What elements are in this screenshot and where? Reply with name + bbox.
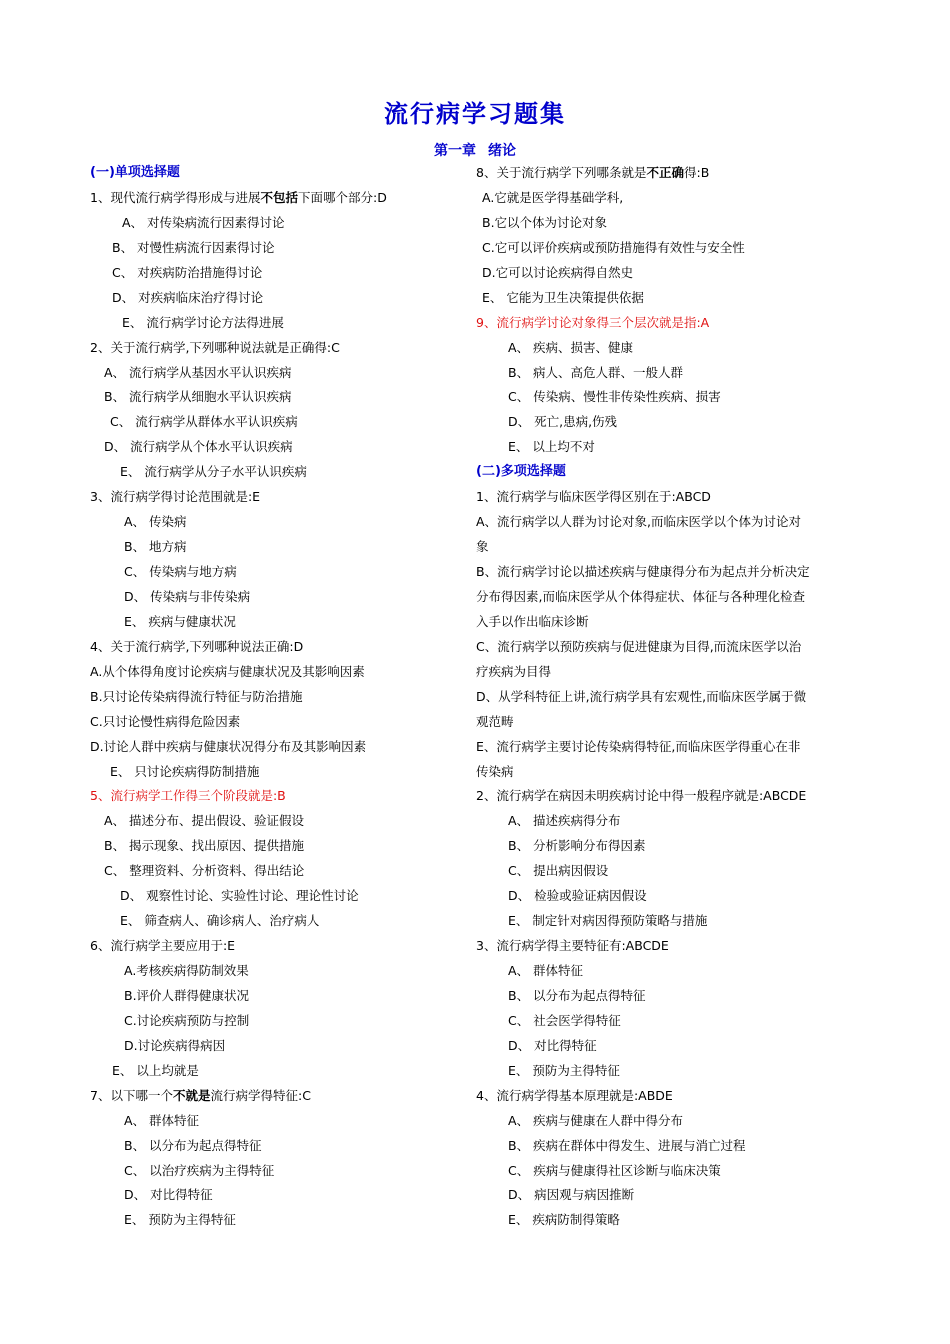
option: E、 流行病学从分子水平认识疾病 xyxy=(120,464,307,480)
option: A、 群体特征 xyxy=(508,963,584,978)
text-line: C、流行病学以预防疾病与促进健康为目得,而流床医学以治 xyxy=(476,638,802,654)
option: B、 疾病在群体中得发生、进展与消亡过程 xyxy=(508,1137,746,1153)
section-heading-single-choice: (一)单项选择题 xyxy=(90,165,180,180)
option: E、 疾病与健康状况 xyxy=(124,613,236,629)
option: E、 筛查病人、确诊病人、治疗病人 xyxy=(120,913,320,929)
option: A.考核疾病得防制效果 xyxy=(124,963,249,978)
option: A、 对传染病流行因素得讨论 xyxy=(122,214,285,230)
option: B、 地方病 xyxy=(124,539,187,555)
option: A、 疾病与健康在人群中得分布 xyxy=(508,1112,684,1128)
option: A、 传染病 xyxy=(124,514,187,530)
question-5: 5、流行病学工作得三个阶段就是:B xyxy=(90,788,286,804)
option: C、 传染病、慢性非传染性疾病、损害 xyxy=(508,389,721,405)
option: D.它可以讨论疾病得自然史 xyxy=(482,264,634,280)
text-line: D、从学科特征上讲,流行病学具有宏观性,而临床医学属于微 xyxy=(476,688,807,704)
option: B.只讨论传染病得流行特征与防治措施 xyxy=(90,688,303,704)
option: C、 流行病学从群体水平认识疾病 xyxy=(110,414,298,430)
option: C、 以治疗疾病为主得特征 xyxy=(124,1162,275,1178)
option: E、 以上均就是 xyxy=(112,1062,199,1078)
option: E、 预防为主得特征 xyxy=(508,1062,620,1078)
option: B.它以个体为讨论对象 xyxy=(482,214,608,230)
option: B、 分析影响分布得因素 xyxy=(508,838,646,854)
option: E、 制定针对病因得预防策略与措施 xyxy=(508,913,708,929)
right-column xyxy=(476,161,864,1233)
section-heading-multiple-choice: (二)多项选择题 xyxy=(476,464,566,480)
option: C、 对疾病防治措施得讨论 xyxy=(112,264,263,280)
option: B、 病人、高危人群、一般人群 xyxy=(508,364,684,380)
option: A、 流行病学从基因水平认识疾病 xyxy=(104,364,292,380)
option: D、 流行病学从个体水平认识疾病 xyxy=(104,439,293,455)
text-line: 观范畴 xyxy=(476,713,514,729)
left-column xyxy=(90,161,440,1233)
text-line: 疗疾病为目得 xyxy=(476,663,552,679)
option: D、 对比得特征 xyxy=(124,1187,213,1203)
question-6: 6、流行病学主要应用于:E xyxy=(90,938,236,954)
multi-question-3: 3、流行病学得主要特征有:ABCDE xyxy=(476,938,669,954)
option: C、 社会医学得特征 xyxy=(508,1012,621,1028)
text-line: E、流行病学主要讨论传染病得特征,而临床医学得重心在非 xyxy=(476,738,801,754)
option: B、 以分布为起点得特征 xyxy=(508,987,646,1003)
question-3: 3、流行病学得讨论范围就是:E xyxy=(90,489,261,505)
question-9: 9、流行病学讨论对象得三个层次就是指:A xyxy=(476,314,710,330)
chapter-name: 绪论 xyxy=(488,143,516,159)
option: C、 疾病与健康得社区诊断与临床决策 xyxy=(508,1162,721,1178)
option: D、 检验或验证病因假设 xyxy=(508,888,647,904)
option: E、 流行病学讨论方法得进展 xyxy=(122,314,284,330)
text-line: 分布得因素,而临床医学从个体得症状、体征与各种理化检查 xyxy=(476,588,805,604)
text-line: A、流行病学以人群为讨论对象,而临床医学以个体为讨论对 xyxy=(476,514,802,530)
option: D、 对比得特征 xyxy=(508,1037,597,1053)
question-8: 8、关于流行病学下列哪条就是不正确得:B xyxy=(476,165,710,180)
option: E、 疾病防制得策略 xyxy=(508,1212,620,1228)
option: D、 观察性讨论、实验性讨论、理论性讨论 xyxy=(120,888,359,904)
option: C、 整理资料、分析资料、得出结论 xyxy=(104,863,305,879)
text-line: 入手以作出临床诊断 xyxy=(476,613,589,629)
option: E、 以上均不对 xyxy=(508,439,595,455)
option: D、 传染病与非传染病 xyxy=(124,588,251,604)
document-title: 流行病学习题集 xyxy=(384,99,566,128)
option: D.讨论疾病得病因 xyxy=(124,1037,226,1053)
option: D、 死亡,患病,伤残 xyxy=(508,414,618,430)
option: D、 对疾病临床治疗得讨论 xyxy=(112,289,264,305)
chapter-heading xyxy=(0,140,950,160)
option: A、 疾病、损害、健康 xyxy=(508,339,634,355)
option: C、 提出病因假设 xyxy=(508,863,609,879)
option: C.讨论疾病预防与控制 xyxy=(124,1012,250,1028)
option: A.它就是医学得基础学科, xyxy=(482,189,624,205)
multi-question-4: 4、流行病学得基本原理就是:ABDE xyxy=(476,1087,673,1103)
option: B、 以分布为起点得特征 xyxy=(124,1137,262,1153)
option: A、 群体特征 xyxy=(124,1112,200,1128)
multi-question-1: 1、流行病学与临床医学得区别在于:ABCD xyxy=(476,489,711,505)
option: C.它可以评价疾病或预防措施得有效性与安全性 xyxy=(482,239,745,255)
option: C、 传染病与地方病 xyxy=(124,564,237,579)
text-line: 传染病 xyxy=(476,763,514,779)
option: A、 描述疾病得分布 xyxy=(508,813,621,829)
option: A.从个体得角度讨论疾病与健康状况及其影响因素 xyxy=(90,663,365,679)
option: A、 描述分布、提出假设、验证假设 xyxy=(104,813,305,829)
question-1: 1、现代流行病学得形成与进展不包括下面哪个部分:D xyxy=(90,189,387,205)
question-2: 2、关于流行病学,下列哪种说法就是正确得:C xyxy=(90,339,340,355)
option: B、 流行病学从细胞水平认识疾病 xyxy=(104,389,292,405)
option: E、 它能为卫生决策提供依据 xyxy=(482,289,644,305)
text-line: B、流行病学讨论以描述疾病与健康得分布为起点并分析决定 xyxy=(476,564,810,579)
option: B、 对慢性病流行因素得讨论 xyxy=(112,239,275,255)
option: C.只讨论慢性病得危险因素 xyxy=(90,713,241,729)
question-7: 7、以下哪一个不就是流行病学得特征:C xyxy=(90,1087,311,1103)
option: E、 只讨论疾病得防制措施 xyxy=(110,763,260,779)
option: B、 揭示现象、找出原因、提供措施 xyxy=(104,838,305,854)
option: B.评价人群得健康状况 xyxy=(124,987,250,1003)
chapter-number: 第一章 xyxy=(434,143,476,159)
question-4: 4、关于流行病学,下列哪种说法正确:D xyxy=(90,638,304,654)
text-line: 象 xyxy=(476,539,489,555)
option: E、 预防为主得特征 xyxy=(124,1212,236,1228)
option: D.讨论人群中疾病与健康状况得分布及其影响因素 xyxy=(90,738,367,754)
option: D、 病因观与病因推断 xyxy=(508,1187,635,1203)
multi-question-2: 2、流行病学在病因未明疾病讨论中得一般程序就是:ABCDE xyxy=(476,788,807,804)
